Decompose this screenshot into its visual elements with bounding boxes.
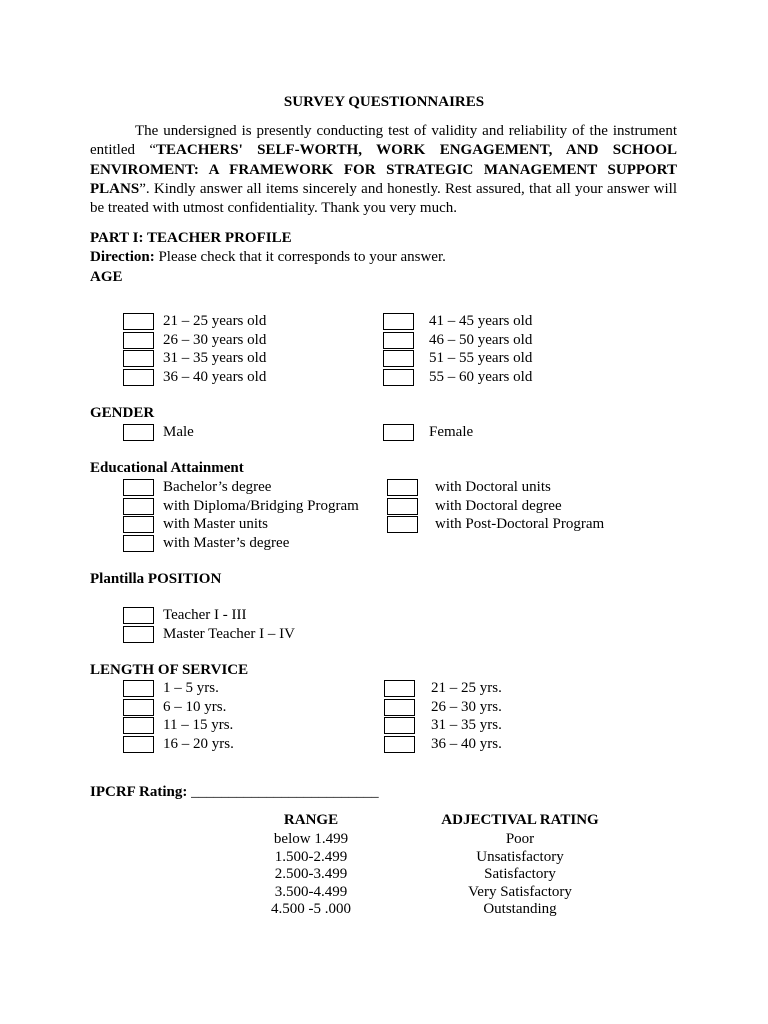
service-left-label-3: 11 – 15 yrs. [163, 717, 234, 733]
direction-label: Direction: [90, 249, 155, 265]
position-label-1: Teacher I - III [163, 607, 247, 623]
range-cell: 3.500-4.499 [274, 883, 348, 900]
service-right-label-2: 26 – 30 yrs. [431, 698, 502, 715]
education-right-label-3: with Post-Doctoral Program [435, 516, 605, 532]
adjectival-rating-cell: Satisfactory [484, 866, 556, 883]
intro-text-1: The undersigned is presently conducting test of validity and reliability of the instrument entitled “ [90, 123, 677, 159]
service-right-checkbox-3[interactable] [384, 717, 415, 734]
education-heading: Educational Attainment [90, 460, 244, 476]
education-left-label-3: with Master units [163, 516, 268, 532]
ipcrf-line [90, 783, 379, 802]
service-left-label-2: 6 – 10 yrs. [163, 698, 227, 715]
service-left-checkbox-4[interactable] [123, 736, 154, 753]
education-left-checkbox-4[interactable] [123, 535, 154, 552]
education-right-checkbox-1[interactable] [387, 479, 418, 496]
service-right-label-4: 36 – 40 yrs. [431, 735, 502, 752]
age-right-label-2: 46 – 50 years old [429, 331, 533, 348]
education-left-checkbox-1[interactable] [123, 479, 154, 496]
education-left-label-2: with Diploma/Bridging Program [163, 497, 359, 514]
service-right-label-1: 21 – 25 yrs. [431, 680, 502, 696]
service-left-checkbox-3[interactable] [123, 717, 154, 734]
education-left-label-1: Bachelor’s degree [163, 479, 272, 495]
ipcrf-blank[interactable]: _________________________ [187, 784, 379, 800]
service-right-checkbox-4[interactable] [384, 736, 415, 753]
education-left-checkbox-2[interactable] [123, 498, 154, 515]
gender-female-checkbox-1[interactable] [383, 424, 414, 441]
range-cell: 1.500-2.499 [274, 848, 348, 865]
adjectival-rating-cell: Poor [505, 831, 535, 847]
service-heading: LENGTH OF SERVICE [90, 662, 249, 678]
service-right-checkbox-1[interactable] [384, 680, 415, 697]
age-right-label-1: 41 – 45 years old [429, 313, 533, 329]
service-right-label-3: 31 – 35 yrs. [431, 717, 502, 733]
service-left-label-4: 16 – 20 yrs. [163, 735, 234, 752]
education-right-checkbox-3[interactable] [387, 516, 418, 533]
position-label-2: Master Teacher I – IV [163, 625, 295, 642]
age-left-checkbox-1[interactable] [123, 313, 154, 330]
position-heading: Plantilla POSITION [90, 571, 222, 587]
page-title: SURVEY QUESTIONNAIRES [283, 94, 485, 110]
adjectival-rating-cell: Unsatisfactory [476, 848, 564, 865]
gender-male-checkbox-1[interactable] [123, 424, 154, 441]
service-left-label-1: 1 – 5 yrs. [163, 680, 219, 696]
instrument-title: TEACHERS' SELF-WORTH, WORK ENGAGEMENT, AND SCHOOL ENVIROMENT: A FRAMEWORK FOR STRATEGIC MANAGEMENT SUPPORT PLANS [90, 142, 677, 197]
age-left-label-3: 31 – 35 years old [163, 350, 267, 367]
position-checkbox-1[interactable] [123, 607, 154, 624]
ipcrf-label: IPCRF Rating: [90, 784, 188, 800]
intro-text-2: ”. Kindly answer all items sincerely and honestly. Rest assured, that all your answer will be treated with utmost confidentiality. Thank you very much. [90, 180, 677, 217]
service-right-checkbox-2[interactable] [384, 699, 415, 716]
age-left-label-1: 21 – 25 years old [163, 313, 267, 329]
adjectival-rating-cell: Outstanding [483, 901, 557, 918]
direction-line [90, 248, 446, 267]
age-heading: AGE [90, 269, 123, 285]
age-right-label-4: 55 – 60 years old [429, 369, 533, 386]
age-right-checkbox-3[interactable] [383, 350, 414, 367]
range-cell: below 1.499 [273, 831, 349, 847]
age-left-checkbox-2[interactable] [123, 332, 154, 349]
age-left-label-2: 26 – 30 years old [163, 331, 267, 348]
age-right-checkbox-4[interactable] [383, 369, 414, 386]
adjectival-rating-header: ADJECTIVAL RATING [441, 812, 599, 828]
range-header: RANGE [283, 812, 339, 828]
age-left-checkbox-4[interactable] [123, 369, 154, 386]
age-right-checkbox-2[interactable] [383, 332, 414, 349]
range-cell: 4.500 -5 .000 [271, 901, 351, 918]
position-checkbox-2[interactable] [123, 626, 154, 643]
adjectival-rating-cell: Very Satisfactory [468, 883, 572, 900]
age-right-label-3: 51 – 55 years old [429, 350, 533, 367]
education-left-label-4: with Master’s degree [163, 534, 290, 551]
service-left-checkbox-1[interactable] [123, 680, 154, 697]
service-left-checkbox-2[interactable] [123, 699, 154, 716]
range-cell: 2.500-3.499 [274, 866, 348, 883]
gender-male-label-1: Male [163, 424, 194, 440]
gender-female-label-1: Female [429, 424, 474, 440]
age-left-checkbox-3[interactable] [123, 350, 154, 367]
education-right-checkbox-2[interactable] [387, 498, 418, 515]
intro-paragraph [90, 122, 677, 218]
age-right-checkbox-1[interactable] [383, 313, 414, 330]
education-left-checkbox-3[interactable] [123, 516, 154, 533]
age-left-label-4: 36 – 40 years old [163, 369, 267, 386]
direction-text: Please check that it corresponds to your answer. [154, 249, 446, 265]
education-right-label-2: with Doctoral degree [435, 497, 562, 514]
part1-heading: PART I: TEACHER PROFILE [90, 230, 292, 246]
gender-heading: GENDER [90, 405, 155, 421]
education-right-label-1: with Doctoral units [435, 479, 551, 495]
